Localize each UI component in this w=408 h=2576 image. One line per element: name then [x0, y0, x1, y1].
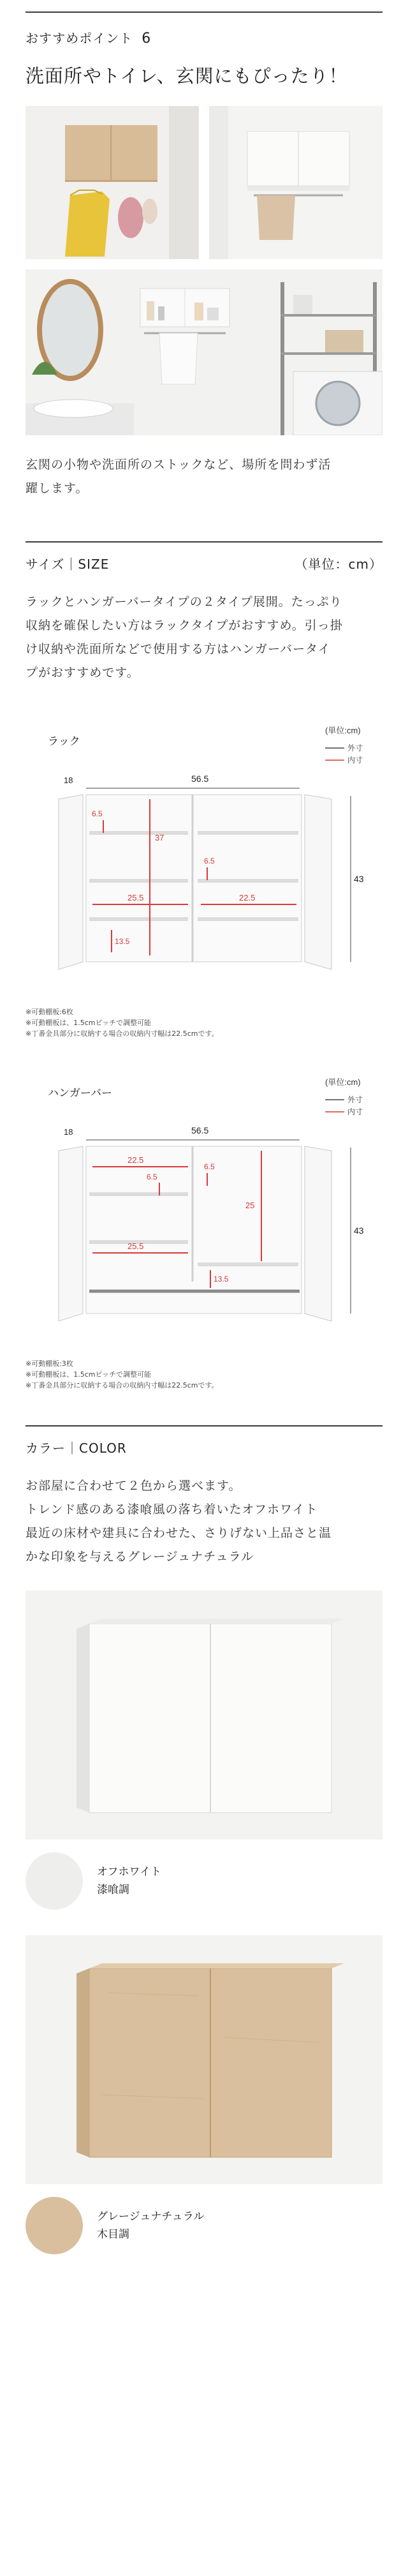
- color-text-line-2: トレンド感のある漆喰風の落ち着いたオフホワイト: [26, 1502, 318, 1516]
- offwhite-swatch: [26, 1852, 83, 1910]
- rack-width: 56.5: [191, 774, 209, 784]
- color-text-line-3: 最近の床材や建具に合わせた、さりげない上品さと温: [26, 1526, 332, 1540]
- point-heading-label: おすすめポイント: [26, 31, 133, 46]
- point-text: [0, 435, 408, 518]
- towel-illustration: [209, 106, 382, 259]
- size-heading-row: [0, 543, 408, 590]
- rack-notes: [0, 1007, 408, 1039]
- hanger-diagram: [26, 1071, 382, 1358]
- entrance-illustration: [26, 106, 199, 259]
- photo-offwhite-cabinet: [26, 1591, 382, 1839]
- size-text-line-4: プがおすすめです。: [26, 666, 140, 680]
- rack-diagram: [26, 719, 382, 1007]
- color-text: [0, 1474, 408, 1587]
- natural-name: グレージュナチュラル: [97, 2210, 205, 2223]
- point-text-line-1: 玄関の小物や洗面所のストックなど、場所を問わず活: [26, 458, 332, 472]
- hanger-drawing: [26, 1071, 382, 1358]
- size-text-line-2: 収納を確保したい方はラックタイプがおすすめ。引っ掛: [26, 618, 343, 633]
- hanger-dim-4: 25: [245, 1201, 255, 1210]
- rack-depth: 18: [64, 775, 73, 785]
- rack-dim-2: 6.5: [92, 809, 103, 818]
- hanger-note-3: ※丁番金具部分に収納する場合の収納内寸幅は22.5cmです。: [26, 1381, 219, 1389]
- washroom-illustration: [26, 269, 382, 435]
- size-text-line-1: ラックとハンガーバータイプの２タイプ展開。たっぷり: [26, 595, 342, 609]
- hanger-height: 43: [354, 1225, 364, 1236]
- hanger-dim-2: 6.5: [147, 1172, 157, 1181]
- hanger-note-2: ※可動棚板は、1.5cmピッチで調整可能: [26, 1370, 152, 1379]
- hanger-dim-5: 25.5: [127, 1241, 144, 1251]
- hanger-label: ハンガーバー: [48, 1087, 113, 1099]
- point-number: 6: [142, 31, 152, 47]
- offwhite-cabinet-illustration: [26, 1591, 382, 1839]
- white-cabinet-photo-wrap: [0, 1587, 408, 1839]
- natural-label: [97, 2208, 204, 2243]
- rack-legend-outer: 外寸: [347, 744, 363, 753]
- photo-row-top: [0, 106, 408, 259]
- size-text-line-3: け収納や洗面所などで使用する方はハンガーバータイ: [26, 642, 331, 656]
- color-heading-row: [0, 1427, 408, 1474]
- rack-dim-3: 6.5: [204, 857, 215, 865]
- natural-swatch-row: [0, 2184, 408, 2273]
- photo-wide-wrap: [0, 259, 408, 435]
- photo-washroom: [26, 269, 382, 435]
- size-text: [0, 590, 408, 703]
- offwhite-name: オフホワイト: [97, 1866, 161, 1878]
- offwhite-label: [97, 1863, 161, 1899]
- size-unit: （単位：cm）: [295, 557, 382, 572]
- natural-cabinet-photo-wrap: [0, 1910, 408, 2184]
- hanger-depth: 18: [64, 1127, 73, 1137]
- hanger-width: 56.5: [191, 1125, 209, 1135]
- hanger-note-1: ※可動棚板:3枚: [26, 1359, 73, 1368]
- point-title: 洗面所やトイレ、玄関にもぴったり！: [26, 65, 348, 87]
- rack-note-3: ※丁番金具部分に収納する場合の収納内寸幅は22.5cmです。: [26, 1030, 219, 1038]
- rack-legend-inner: 内寸: [347, 756, 363, 765]
- rack-dim-4: 25.5: [127, 893, 144, 902]
- rack-dim-1: 37: [155, 833, 164, 842]
- rack-dim-5: 22.5: [239, 893, 256, 902]
- natural-cabinet-illustration: [26, 1935, 382, 2184]
- photo-entrance: [26, 106, 199, 259]
- natural-swatch: [26, 2197, 83, 2254]
- rack-height: 43: [354, 874, 364, 884]
- rack-dim-6: 13.5: [115, 937, 130, 946]
- color-text-line-1: お部屋に合わせて２色から選べます。: [26, 1479, 242, 1493]
- hanger-notes: [0, 1358, 408, 1391]
- hanger-dim-1: 22.5: [127, 1155, 144, 1165]
- color-text-line-4: かな印象を与えるグレージュナチュラル: [26, 1550, 254, 1564]
- offwhite-swatch-row: [0, 1839, 408, 1910]
- size-heading: サイズ｜SIZE: [26, 557, 110, 572]
- photo-towel: [209, 106, 382, 259]
- hanger-legend-outer: 外寸: [347, 1095, 363, 1104]
- offwhite-sub: 漆喰調: [97, 1883, 129, 1896]
- product-page: [0, 11, 408, 2273]
- natural-sub: 木目調: [97, 2228, 129, 2241]
- point-heading: [0, 13, 408, 53]
- rack-unit: (単位:cm): [325, 726, 361, 735]
- hanger-legend-inner: 内寸: [347, 1107, 363, 1116]
- photo-natural-cabinet: [26, 1935, 382, 2184]
- rack-label: ラック: [48, 735, 80, 747]
- color-heading: カラー｜COLOR: [26, 1441, 127, 1456]
- rack-note-2: ※可動棚板は、1.5cmピッチで調整可能: [26, 1019, 152, 1027]
- hanger-dim-6: 13.5: [214, 1275, 229, 1284]
- rack-note-1: ※可動棚板:6枚: [26, 1008, 73, 1016]
- point-text-line-2: 躍します。: [26, 481, 89, 495]
- rack-drawing: [26, 719, 382, 1007]
- hanger-unit: (単位:cm): [325, 1077, 361, 1087]
- hanger-dim-3: 6.5: [204, 1162, 215, 1171]
